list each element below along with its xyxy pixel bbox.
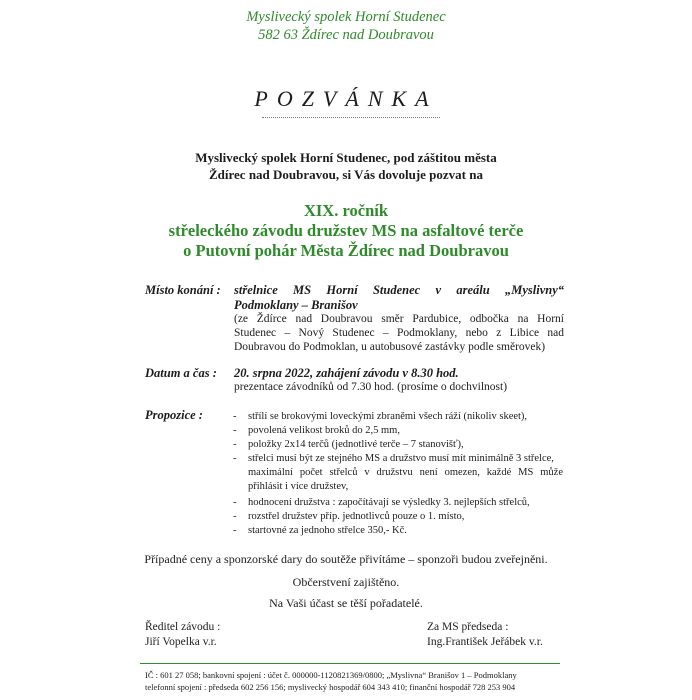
bullet-dash: -	[233, 453, 237, 464]
chairman-name: Ing.František Jeřábek v.r.	[427, 636, 543, 648]
list-item	[233, 425, 563, 439]
bullet-dash: -	[233, 511, 237, 522]
org-address: 582 63 Ždírec nad Doubravou	[258, 27, 434, 43]
venue-line-2: Podmoklany – Branišov	[234, 298, 358, 312]
venue-note-1: (ze Ždírce nad Doubravou směr Pardubice, odbočka na Horní	[234, 313, 564, 325]
list-item-text: položky 2x14 terčů (jednotlivé terče – 7 stanovišť),	[248, 439, 464, 450]
director-name: Jiří Vopelka v.r.	[145, 636, 217, 648]
intro-line-2: Ždírec nad Doubravou, si Vás dovoluje pozvat na	[208, 167, 483, 182]
list-item	[233, 497, 563, 511]
chairman-title: Za MS předseda :	[427, 621, 509, 633]
list-item-text: povolená velikost broků do 2,5 mm,	[248, 425, 400, 436]
venue-note-2: Studenec – Nový Studenec – Podmoklany, nebo z Libice nad	[234, 327, 564, 339]
event-name: střeleckého závodu družstev MS na asfaltové terče	[168, 221, 524, 240]
list-item-continuation: maximální počet střelců v družstvu není omezen, každé MS může	[248, 467, 563, 478]
list-item	[233, 439, 563, 453]
bullet-dash: -	[233, 439, 237, 450]
footer-company-info: IČ : 601 27 058; bankovní spojení : účet č. 000000-1120821369/0800; „Myslivna“ Branišov 1 – Podmoklany	[145, 670, 517, 680]
footer-phone-info: telefonní spojení : předseda 602 256 156; myslivecký hospodář 604 343 410; finanční hospodář 728 253 904	[145, 682, 516, 692]
intro-line-1: Myslivecký spolek Horní Studenec, pod záštitou města	[195, 150, 497, 165]
list-item-text: střelci musí být ze stejného MS a družstvo musí mít minimálně 3 střelce,	[248, 453, 554, 464]
bullet-dash: -	[233, 425, 237, 436]
list-item-text: hodnocení družstva : započítávají se výsledky 3. nejlepších střelců,	[248, 497, 530, 508]
venue-line-1: střelnice MS Horní Studenec v areálu „Myslivny“	[234, 283, 564, 297]
datetime-label: Datum a čas :	[145, 366, 217, 380]
event-trophy: o Putovní pohár Města Ždírec nad Doubravou	[183, 241, 509, 260]
bullet-dash: -	[233, 525, 237, 536]
org-name: Myslivecký spolek Horní Studenec	[246, 9, 446, 25]
datetime-start: 20. srpna 2022, zahájení závodu v 8.30 hod.	[234, 366, 459, 380]
page-title: POZVÁNKA	[254, 86, 438, 111]
list-item-continuation: přihlásit i více družstev,	[248, 481, 349, 492]
event-edition: XIX. ročník	[303, 201, 389, 220]
sponsors-note: Případné ceny a sponzorské dary do soutěže přivítáme – sponzoři budou zveřejněni.	[144, 552, 548, 566]
list-item	[233, 525, 563, 539]
refreshments-note: Občerstvení zajištěno.	[292, 575, 400, 589]
list-item	[233, 453, 563, 467]
footer-divider	[140, 663, 560, 664]
list-item	[233, 511, 563, 525]
director-title: Ředitel závodu :	[145, 621, 221, 633]
venue-label: Místo konání :	[145, 283, 221, 297]
title-divider	[262, 117, 440, 118]
bullet-dash: -	[233, 497, 237, 508]
bullet-dash: -	[233, 411, 237, 422]
list-item-text: střílí se brokovými loveckými zbraněmi všech ráží (nikoliv skeet),	[248, 411, 528, 422]
list-item-text: startovné za jednoho střelce 350,- Kč.	[248, 525, 407, 536]
list-item-text: rozstřel družstev příp. jednotlivců pouze o 1. místo,	[248, 511, 465, 522]
datetime-registration: prezentace závodníků od 7.30 hod. (prosíme o dochvilnost)	[234, 381, 508, 393]
rules-label: Propozice :	[145, 408, 203, 422]
venue-note-3: Doubravou do Podmoklan, u autobusové zastávky podle směrovek)	[234, 341, 546, 353]
greeting-note: Na Vaši účast se těší pořadatelé.	[269, 596, 423, 610]
list-item	[233, 411, 563, 425]
